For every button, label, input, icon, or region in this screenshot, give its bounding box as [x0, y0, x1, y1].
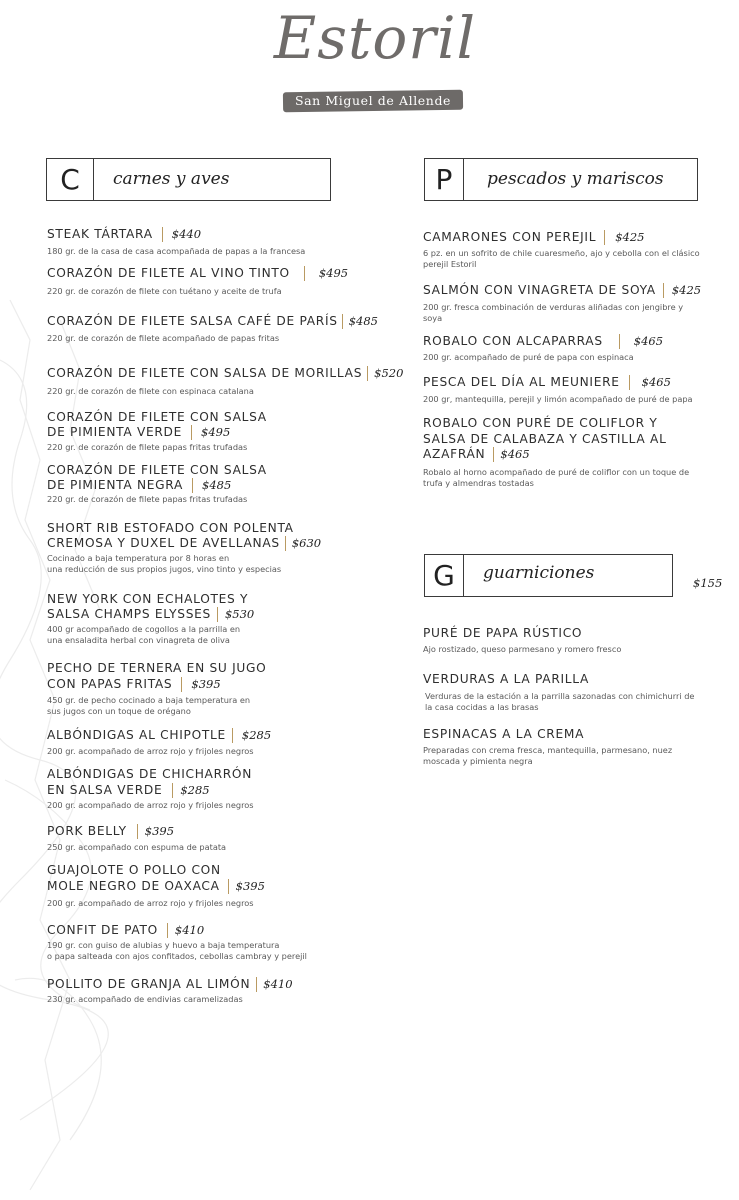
menu-item-name: PESCA DEL DÍA AL MEUNIERE $465	[423, 375, 671, 389]
menu-item-price: $395	[191, 677, 221, 691]
menu-item-name: CREMOSA Y DUXEL DE AVELLANAS $630	[47, 536, 322, 550]
menu-item-name: GUAJOLOTE O POLLO CON	[47, 863, 221, 877]
menu-item-price: $530	[224, 607, 255, 621]
menu-item-name: ESPINACAS A LA CREMA	[423, 727, 585, 741]
section-header-carnes	[46, 158, 331, 201]
menu-item-price: $425	[615, 230, 645, 244]
menu-item-name: PECHO DE TERNERA EN SU JUGO	[47, 661, 267, 675]
menu-item-price: $465	[633, 334, 664, 348]
menu-item-name: EN SALSA VERDE $285	[47, 783, 210, 797]
menu-item-name: CONFIT DE PATO $410	[47, 923, 205, 937]
menu-item-price: $285	[241, 728, 272, 742]
menu-item-name: DE PIMIENTA NEGRA $485	[47, 478, 232, 492]
menu-item-desc: 200 gr. acompañado de arroz rojo y frijoles negros	[47, 800, 254, 810]
menu-item-desc: 220 gr. de corazón de filete acompañado de papas fritas	[47, 333, 280, 343]
menu-item-price: $440	[171, 227, 202, 241]
menu-item-desc: 180 gr. de la casa de casa acompañada de papas a la francesa	[47, 246, 306, 256]
menu-item-name: ROBALO CON PURÉ DE COLIFLOR Y	[423, 416, 658, 430]
menu-item-desc: 220 gr. de corazón de filete con espinaca catalana	[47, 386, 254, 396]
menu-item-desc: Preparadas con crema fresca, mantequilla, parmesano, nuez	[423, 745, 673, 755]
menu-item-name: POLLITO DE GRANJA AL LIMÓN $410	[47, 977, 293, 991]
menu-item-desc: 450 gr. de pecho cocinado a baja temperatura en	[47, 695, 251, 705]
section-letter: C	[47, 159, 94, 200]
menu-item-desc: sus jugos con un toque de orégano	[47, 706, 191, 716]
menu-item-name: ALBÓNDIGAS AL CHIPOTLE $285	[47, 728, 272, 742]
menu-item-price: $410	[174, 923, 205, 937]
menu-item-price: $425	[671, 283, 702, 297]
menu-item-name: SHORT RIB ESTOFADO CON POLENTA	[47, 521, 294, 535]
menu-item-name: VERDURAS A LA PARILLA	[423, 672, 590, 686]
section-header-pescados	[424, 158, 698, 201]
menu-item-name: PORK BELLY $395	[47, 824, 175, 838]
menu-item-price: $495	[318, 266, 349, 280]
menu-item-name: STEAK TÁRTARA $440	[47, 227, 202, 241]
section-header-guarniciones	[424, 554, 673, 597]
menu-item-price: $485	[348, 314, 378, 328]
menu-item-desc: Ajo rostizado, queso parmesano y romero fresco	[423, 644, 622, 654]
menu-item-name: CORAZÓN DE FILETE SALSA CAFÉ DE PARÍS $485	[47, 314, 378, 328]
menu-item-desc: 190 gr. con guiso de alubias y huevo a baja temperatura	[47, 940, 280, 950]
menu-item-price: $485	[202, 478, 232, 492]
menu-item-desc: la casa cocidas a las brasas	[425, 702, 539, 712]
section-title: carnes y aves	[113, 169, 230, 189]
menu-item-desc: perejil Estoril	[423, 259, 477, 269]
menu-item-desc: 220 gr. de corazón de filete papas fritas trufadas	[47, 442, 248, 452]
menu-item-price: $395	[144, 824, 175, 838]
menu-item-name: PURÉ DE PAPA RÚSTICO	[423, 626, 583, 640]
menu-item-name: DE PIMIENTA VERDE $495	[47, 425, 231, 439]
menu-item-name: CORAZÓN DE FILETE AL VINO TINTO $495	[47, 266, 349, 280]
menu-item-desc: trufa y almendras tostadas	[423, 478, 534, 488]
menu-item-price: $410	[263, 977, 293, 991]
menu-item-desc: moscada y pimienta negra	[423, 756, 533, 766]
menu-item-name: CAMARONES CON PEREJIL $425	[423, 230, 645, 244]
menu-item-desc: una ensaladita herbal con vinagreta de oliva	[47, 635, 230, 645]
menu-item-name: SALMÓN CON VINAGRETA DE SOYA $425	[423, 283, 702, 297]
menu-item-desc: 200 gr. acompañado de puré de papa con espinaca	[423, 352, 634, 362]
menu-item-name: CORAZÓN DE FILETE CON SALSA	[47, 463, 267, 477]
menu-item-price: $465	[641, 375, 671, 389]
menu-item-desc: 6 pz. en un sofrito de chile cuaresmeño, ajo y cebolla con el clásico	[423, 248, 700, 258]
menu-item-desc: 220 gr. de corazón de filete con tuétano y aceite de trufa	[47, 286, 282, 296]
menu-item-name: ROBALO CON ALCAPARRAS $465	[423, 334, 664, 348]
section-title: guarniciones	[483, 563, 595, 583]
section-title: pescados y mariscos	[487, 169, 664, 189]
menu-item-name: AZAFRÁN $465	[423, 447, 530, 461]
menu-item-price: $630	[291, 536, 322, 550]
menu-item-name: CORAZÓN DE FILETE CON SALSA DE MORILLAS $520	[47, 366, 404, 380]
menu-item-desc: 220 gr. de corazón de filete papas fritas trufadas	[47, 494, 248, 504]
menu-item-desc: Verduras de la estación a la parrilla sazonadas con chimichurri de	[425, 691, 695, 701]
menu-item-desc: 200 gr, mantequilla, perejil y limón acompañado de puré de papa	[423, 394, 693, 404]
section-letter: G	[425, 555, 464, 596]
menu-item-price: $465	[500, 447, 530, 461]
menu-item-desc: Cocinado a baja temperatura por 8 horas en	[47, 553, 230, 563]
brand-name: Estoril	[273, 4, 477, 72]
menu-item-name: SALSA CHAMPS ELYSSES $530	[47, 607, 255, 621]
menu-item-name: SALSA DE CALABAZA Y CASTILLA AL	[423, 432, 667, 446]
menu-item-price: $395	[235, 879, 265, 893]
menu-item-name: ALBÓNDIGAS DE CHICHARRÓN	[47, 767, 253, 781]
menu-item-desc: una reducción de sus propios jugos, vino tinto y especias	[47, 564, 282, 574]
menu-item-desc: 200 gr. acompañado de arroz rojo y frijoles negros	[47, 898, 254, 908]
menu-item-name: NEW YORK CON ECHALOTES Y	[47, 592, 249, 606]
menu-item-desc: o papa salteada con ajos confitados, cebollas cambray y perejil	[47, 951, 307, 961]
menu-item-price: $495	[201, 425, 231, 439]
menu-item-name: CON PAPAS FRITAS $395	[47, 677, 221, 691]
guarniciones-price: $155	[693, 576, 723, 590]
menu-item-price: $520	[374, 366, 404, 380]
menu-item-name: MOLE NEGRO DE OAXACA $395	[47, 879, 265, 893]
menu-item-desc: 230 gr. acompañado de endivias caramelizadas	[47, 994, 243, 1004]
section-letter: P	[425, 159, 464, 200]
menu-item-name: CORAZÓN DE FILETE CON SALSA	[47, 410, 267, 424]
menu-item-desc: 400 gr acompañado de cogollos a la parrilla en	[47, 624, 241, 634]
brand-location: San Miguel de Allende	[294, 93, 452, 108]
menu-item-desc: 250 gr. acompañado con espuma de patata	[47, 842, 227, 852]
menu-item-desc: 200 gr. acompañado de arroz rojo y frijoles negros	[47, 746, 254, 756]
menu-item-desc: soya	[423, 313, 443, 323]
menu-item-desc: Robalo al horno acompañado de puré de coliflor con un toque de	[423, 467, 690, 477]
menu-item-desc: 200 gr. fresca combinación de verduras aliñadas con jengibre y	[423, 302, 684, 312]
menu-item-price: $285	[180, 783, 210, 797]
